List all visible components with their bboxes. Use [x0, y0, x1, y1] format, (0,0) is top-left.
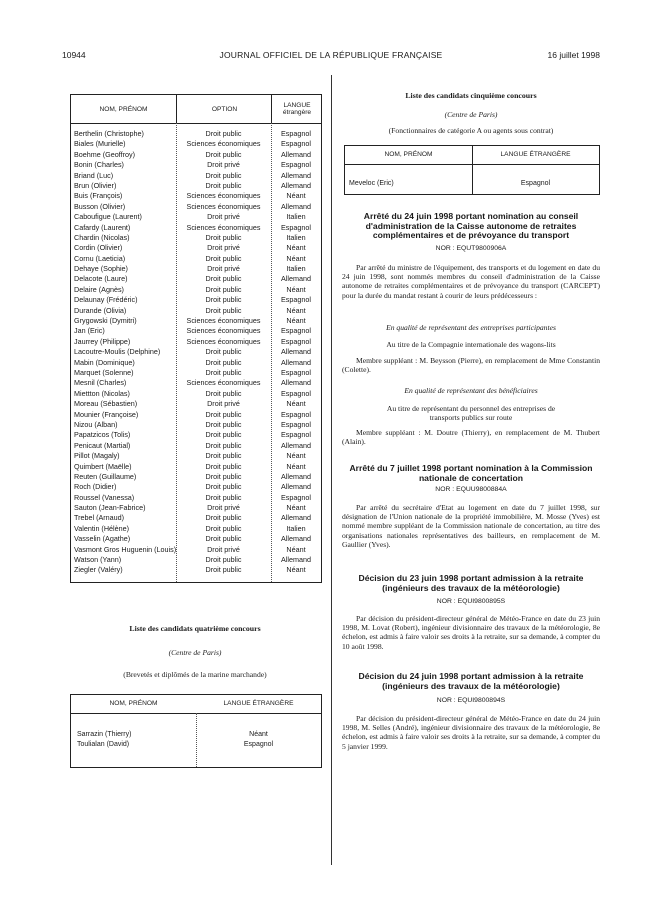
candidate-langue: Espagnol [281, 222, 311, 232]
section5-subtitle: (Centre de Paris) [444, 110, 498, 119]
candidate-langue: Allemand [281, 274, 311, 284]
table-row [71, 150, 321, 160]
col-header-name: NOM, PRÉNOM [109, 700, 158, 707]
candidate-langue: Allemand [281, 482, 311, 492]
candidate-langue: Néant [286, 565, 306, 575]
section4-note: (Brevetés et diplômés de la marine marchande) [123, 670, 267, 679]
candidate-option: Droit public [205, 555, 242, 565]
candidate-option: Droit public [205, 149, 242, 159]
candidate-name: Dehaye (Sophie) [74, 264, 128, 274]
table-header [71, 695, 321, 714]
candidate-langue: Allemand [281, 149, 311, 159]
candidate-langue: Allemand [281, 440, 311, 450]
table-row [71, 347, 321, 357]
candidate-name: Trebel (Arnaud) [74, 513, 125, 523]
table-row [71, 524, 321, 534]
candidate-option: Droit public [205, 170, 242, 180]
table-row [71, 410, 321, 420]
table-row [345, 179, 599, 189]
article4-paragraph: Par décision du président-directeur général de Météo-France en date du 24 juin 1998, M. Selles (André), ingénieur divisionnaire des travaux de la météorologie, 8e échelon, est admis à faire valoir ses droits à la retraite, sur sa demande, à compter du 5 janvier 1999. [342, 714, 600, 751]
article3-paragraph: Par décision du président-directeur général de Météo-France en date du 23 juin 1998, M. Lovat (Robert), ingénieur divisionnaire des travaux de la météorologie, 8e échelon, est admis à faire valoir ses droits à la retraite, sur sa demande, à compter du 10 août 1998. [342, 614, 600, 651]
table-row [71, 430, 321, 440]
candidate-langue: Allemand [281, 201, 311, 211]
candidate-langue: Néant [286, 399, 306, 409]
candidate-langue: Néant [286, 451, 306, 461]
candidate-langue: Espagnol [281, 326, 311, 336]
table-row [71, 534, 321, 544]
candidate-langue: Néant [286, 503, 306, 513]
candidate-name: Mabin (Dominique) [74, 357, 135, 367]
candidate-option: Droit public [205, 461, 242, 471]
candidate-name: Toulialan (David) [77, 741, 130, 748]
candidate-name: Watson (Yann) [74, 555, 122, 565]
candidate-langue: Espagnol [281, 139, 311, 149]
section5-note: (Fonctionnaires de catégorie A ou agents sous contrat) [388, 126, 554, 135]
table-row [71, 306, 321, 316]
candidate-option: Sciences économiques [186, 378, 261, 388]
candidate-option: Sciences économiques [186, 336, 261, 346]
candidate-option: Sciences économiques [186, 316, 261, 326]
candidate-name: Busson (Olivier) [74, 201, 126, 211]
table-row [71, 254, 321, 264]
candidate-option: Droit privé [207, 212, 240, 222]
candidate-option: Droit public [205, 409, 242, 419]
section4-table [70, 694, 322, 768]
candidate-langue: Néant [286, 243, 306, 253]
candidate-option: Droit public [205, 388, 242, 398]
table-header [71, 95, 321, 124]
col-header-langue: LANGUE ÉTRANGÈRE [223, 700, 294, 707]
candidate-name: Caboufigue (Laurent) [74, 212, 142, 222]
table-body [71, 714, 321, 750]
candidate-langue: Néant [286, 305, 306, 315]
table-row [71, 399, 321, 409]
candidate-name: Nizou (Alban) [74, 419, 118, 429]
candidate-option: Droit public [205, 347, 242, 357]
candidate-langue: Néant [286, 544, 306, 554]
candidate-name: Delaire (Agnès) [74, 284, 124, 294]
candidate-name: Moreau (Sébastien) [74, 399, 138, 409]
candidate-option: Droit public [205, 451, 242, 461]
candidate-name: Vasselin (Agathe) [74, 534, 131, 544]
candidate-langue: Néant [286, 253, 306, 263]
candidate-name: Mounier (Françoise) [74, 409, 139, 419]
candidate-name: Berthelin (Christophe) [74, 129, 144, 138]
table-row [71, 285, 321, 295]
candidate-name: Vasmont Gros Huguenin (Louis) [74, 544, 177, 554]
candidate-option: Droit public [205, 305, 242, 315]
issue-date: 16 juillet 1998 [547, 50, 600, 60]
candidate-langue: Néant [249, 731, 268, 738]
candidate-name: Lacoutre-Moulis (Delphine) [74, 347, 161, 357]
table-row [71, 545, 321, 555]
candidate-langue: Espagnol [281, 367, 311, 377]
table-row [71, 191, 321, 201]
journal-title: JOURNAL OFFICIEL DE LA RÉPUBLIQUE FRANÇAISE [219, 50, 443, 60]
candidate-name: Briand (Luc) [74, 170, 114, 180]
candidate-name: Roch (Didier) [74, 482, 117, 492]
candidate-name: Penicaut (Martial) [74, 440, 131, 450]
col-header-name: NOM, PRÉNOM [99, 105, 148, 113]
candidate-option: Droit public [205, 482, 242, 492]
table-row [71, 472, 321, 482]
candidate-option: Droit public [205, 253, 242, 263]
candidate-name: Sauton (Jean-Fabrice) [74, 503, 146, 513]
candidate-option: Droit public [205, 284, 242, 294]
candidate-langue: Espagnol [281, 129, 311, 138]
candidate-langue: Néant [286, 284, 306, 294]
candidate-option: Sciences économiques [186, 326, 261, 336]
candidate-langue: Allemand [281, 471, 311, 481]
table-body [345, 165, 599, 189]
candidate-name: Buis (François) [74, 191, 123, 201]
column-divider [331, 75, 332, 865]
candidate-name: Papatzicos (Tolis) [74, 430, 131, 440]
table-row [71, 555, 321, 565]
article1-line: Au titre de la Compagnie internationale des wagons-lits [386, 340, 556, 349]
article2-title: Arrêté du 7 juillet 1998 portant nomination à la Commission nationale de concertation [349, 463, 593, 483]
candidate-langue: Allemand [281, 180, 311, 190]
article1-paragraph: Membre suppléant : M. Beysson (Pierre), en remplacement de Mme Constantin (Colette). [342, 356, 600, 375]
table-row [71, 513, 321, 523]
candidate-langue: Espagnol [243, 741, 274, 748]
table-row [71, 503, 321, 513]
table-row [71, 274, 321, 284]
candidate-option: Droit public [205, 295, 242, 305]
candidate-langue: Allemand [281, 170, 311, 180]
candidate-langue: Néant [286, 191, 306, 201]
col-header-langue: LANGUE étrangère [271, 95, 322, 123]
section5-title: Liste des candidats cinquième concours [405, 91, 537, 100]
candidate-langue: Italien [286, 232, 306, 242]
article1-subheading: En qualité de représentant des bénéficiaires [404, 386, 538, 395]
col-header-name: NOM, PRÉNOM [384, 151, 433, 158]
table-row [71, 482, 321, 492]
candidate-name: Brun (Olivier) [74, 180, 117, 190]
candidate-name: Sarrazin (Thierry) [77, 731, 132, 738]
section5-table [344, 145, 600, 195]
candidate-option: Droit public [205, 513, 242, 523]
table-row [71, 389, 321, 399]
article2-paragraph: Par arrêté du secrétaire d'Etat au logement en date du 7 juillet 1998, sur désignation de l'Union nationale de la propriété immobilière, M. Mosse (Yves) est nommé membre suppléant de la Commission nationale de concertation, au titre des organisations nationales représentatives des bailleurs, en remplacement de M. Gaullier (Yves). [342, 503, 600, 549]
table-row [71, 295, 321, 305]
article4-title: Décision du 24 juin 1998 portant admission à la retraite (ingénieurs des travaux de la météorologie) [358, 671, 584, 691]
table-row [71, 181, 321, 191]
col-header-langue: LANGUE ÉTRANGÈRE [500, 151, 571, 158]
candidate-option: Droit public [205, 129, 242, 138]
table-row [71, 223, 321, 233]
candidate-option: Droit public [205, 357, 242, 367]
candidate-option: Droit privé [207, 243, 240, 253]
candidate-langue: Espagnol [281, 419, 311, 429]
candidate-langue: Allemand [281, 357, 311, 367]
table-row [71, 337, 321, 347]
table-row [71, 326, 321, 336]
table-row [71, 316, 321, 326]
candidate-name: Valentin (Hélène) [74, 523, 130, 533]
candidate-option: Droit public [205, 523, 242, 533]
candidate-option: Droit public [205, 232, 242, 242]
candidate-name: Marquet (Solenne) [74, 367, 134, 377]
table-row [71, 451, 321, 461]
article1-nor: NOR : EQUT9800906A [435, 245, 507, 252]
candidate-langue: Espagnol [281, 160, 311, 170]
candidate-name: Durande (Olivia) [74, 305, 127, 315]
candidate-option: Droit public [205, 274, 242, 284]
candidate-option: Droit public [205, 565, 242, 575]
col-header-option: OPTION [176, 95, 272, 123]
candidate-name: Pillot (Magaly) [74, 451, 120, 461]
candidate-langue: Allemand [281, 534, 311, 544]
candidate-option: Droit privé [207, 399, 240, 409]
candidate-name: Chardin (Nicolas) [74, 232, 130, 242]
candidate-option: Droit public [205, 180, 242, 190]
candidate-name: Cafardy (Laurent) [74, 222, 131, 232]
candidate-langue: Espagnol [281, 492, 311, 502]
candidate-name: Meveloc (Eric) [349, 180, 394, 187]
article3-nor: NOR : EQUI9800895S [436, 598, 506, 605]
table-row [71, 212, 321, 222]
candidate-option: Droit public [205, 534, 242, 544]
article3-title: Décision du 23 juin 1998 portant admission à la retraite (ingénieurs des travaux de la météorologie) [358, 573, 584, 593]
article1-line: Au titre de représentant du personnel des entreprises de transports publics sur route [386, 404, 556, 422]
candidate-name: Roussel (Vanessa) [74, 492, 135, 502]
candidate-name: Ziegler (Valéry) [74, 565, 123, 575]
candidate-langue: Espagnol [281, 409, 311, 419]
table-row [71, 565, 321, 575]
table-row [71, 202, 321, 212]
table-row [71, 160, 321, 170]
table-row [71, 171, 321, 181]
candidate-langue: Espagnol [520, 180, 551, 187]
article1-title: Arrêté du 24 juin 1998 portant nomination au conseil d'administration de la Caisse autonome de retraites complémentaires et de prévoyance du transport [363, 211, 579, 241]
candidate-option: Sciences économiques [186, 222, 261, 232]
candidate-option: Droit public [205, 430, 242, 440]
candidate-name: Miettton (Nicolas) [74, 388, 130, 398]
candidate-langue: Espagnol [281, 336, 311, 346]
candidate-langue: Néant [286, 461, 306, 471]
candidate-name: Jan (Eric) [74, 326, 105, 336]
candidate-langue: Allemand [281, 555, 311, 565]
table-row [71, 493, 321, 503]
table-body [71, 124, 321, 582]
table-row [71, 129, 321, 139]
candidate-option: Sciences économiques [186, 139, 261, 149]
table-row [71, 243, 321, 253]
candidate-name: Mesnil (Charles) [74, 378, 127, 388]
table-row [71, 358, 321, 368]
candidate-name: Delacote (Laure) [74, 274, 128, 284]
table-row [71, 233, 321, 243]
table-row [71, 730, 321, 740]
candidate-option: Droit public [205, 419, 242, 429]
table-row [71, 139, 321, 149]
candidate-name: Boehme (Geoffroy) [74, 149, 135, 159]
candidate-langue: Espagnol [281, 295, 311, 305]
candidate-name: Quimbert (Maëlle) [74, 461, 132, 471]
candidate-name: Bonin (Charles) [74, 160, 124, 170]
candidate-langue: Espagnol [281, 430, 311, 440]
candidate-langue: Néant [286, 316, 306, 326]
candidate-option: Droit privé [207, 544, 240, 554]
candidate-name: Biales (Murielle) [74, 139, 126, 149]
candidate-name: Reuten (Guillaume) [74, 471, 137, 481]
candidate-option: Droit privé [207, 503, 240, 513]
table-row [71, 420, 321, 430]
article1-paragraph: Par arrêté du ministre de l'équipement, des transports et du logement en date du 24 juin 1998, sont nommés membres du conseil d'administration de la Caisse autonome de retraites complémentaires et de prévoyance du transport (CARCEPT) pour la durée du mandat restant à courir de leurs prédécesseurs : [342, 263, 600, 300]
candidate-name: Jaurrey (Philippe) [74, 336, 131, 346]
table-row [71, 264, 321, 274]
section4-title: Liste des candidats quatrième concours [129, 624, 261, 633]
table-row [71, 462, 321, 472]
candidate-option: Droit public [205, 440, 242, 450]
candidate-langue: Italien [286, 523, 306, 533]
article4-nor: NOR : EQUI9800894S [436, 697, 506, 704]
page-number: 10944 [62, 50, 86, 60]
candidate-langue: Italien [286, 264, 306, 274]
candidate-name: Delaunay (Frédéric) [74, 295, 138, 305]
article2-nor: NOR : EQUU9800884A [435, 486, 507, 493]
table-row [71, 740, 321, 750]
candidate-option: Droit privé [207, 160, 240, 170]
article1-subheading: En qualité de représentant des entreprises participantes [386, 323, 556, 332]
candidates-table [70, 94, 322, 583]
candidate-name: Cornu (Laeticia) [74, 253, 126, 263]
table-row [71, 378, 321, 388]
section4-subtitle: (Centre de Paris) [168, 648, 222, 657]
table-row [71, 368, 321, 378]
candidate-option: Droit privé [207, 264, 240, 274]
candidate-langue: Allemand [281, 513, 311, 523]
candidate-langue: Allemand [281, 378, 311, 388]
article1-paragraph: Membre suppléant : M. Doutre (Thierry), en remplacement de M. Thubert (Alain). [342, 428, 600, 447]
candidate-name: Grygowski (Dymitri) [74, 316, 137, 326]
table-row [71, 441, 321, 451]
candidate-langue: Italien [286, 212, 306, 222]
candidate-option: Sciences économiques [186, 191, 261, 201]
candidate-option: Droit public [205, 471, 242, 481]
candidate-name: Cordin (Olivier) [74, 243, 123, 253]
candidate-langue: Allemand [281, 347, 311, 357]
page-header [62, 50, 600, 64]
candidate-langue: Espagnol [281, 388, 311, 398]
candidate-option: Droit public [205, 492, 242, 502]
candidate-option: Sciences économiques [186, 201, 261, 211]
candidate-option: Droit public [205, 367, 242, 377]
